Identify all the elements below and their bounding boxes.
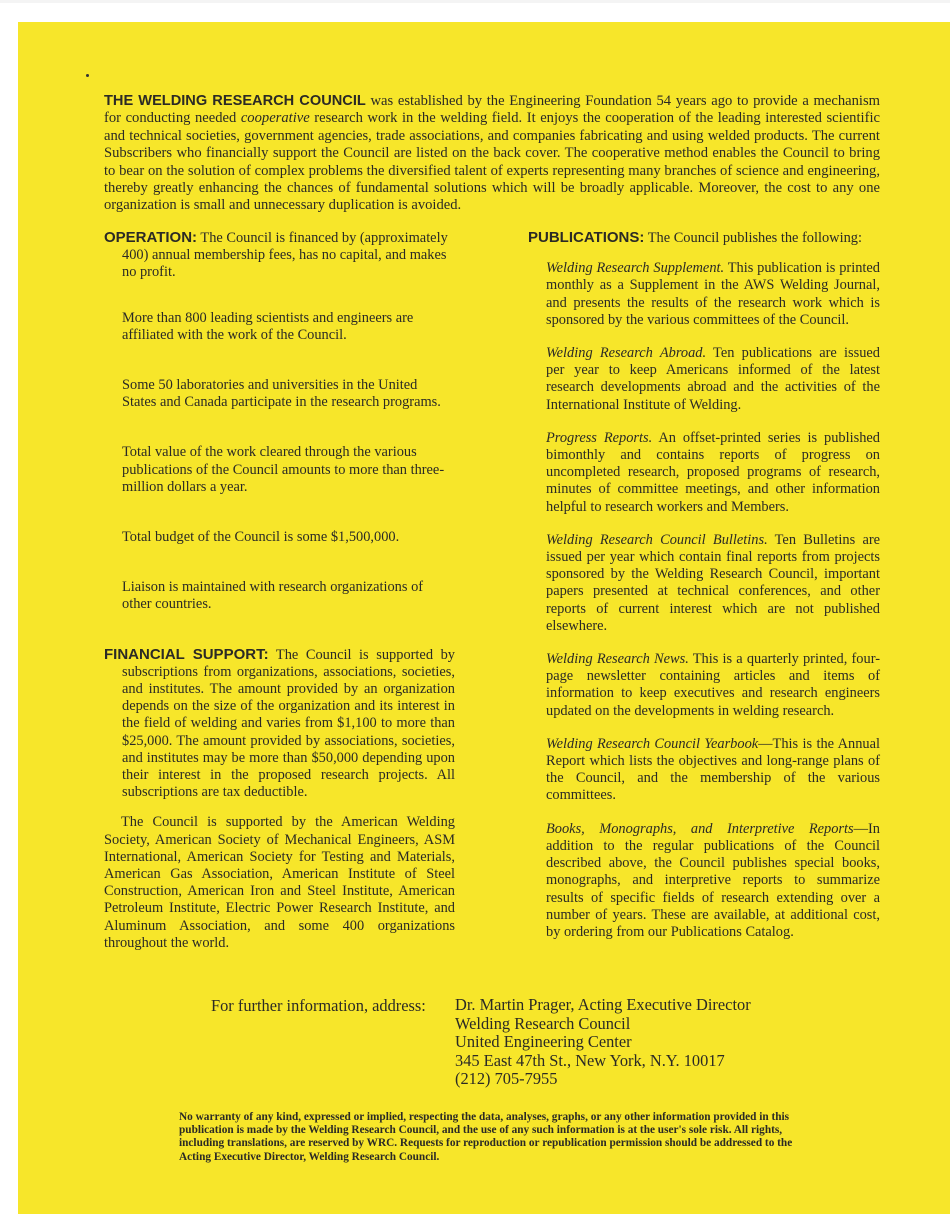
address-line: Dr. Martin Prager, Acting Executive Director bbox=[455, 995, 751, 1014]
publications-lead: The Council publishes the following: bbox=[644, 230, 862, 246]
intro-text-2: research work in the welding field. It enjoys the cooperation of the leading interested scientific and technical societies, government agencies, trade associations, and companies fabricating and using welded products. The current Subscribers who financially support the Council are listed on the back cover. The cooperative method enables the Council to bring to bear on the solution of complex problems the diversified talent of experts representing many branches of science and engineering, thereby greatly enhancing the chances of fundamental solutions which will be broadly applicable. Moreover, the cost to any one organization is small and unnecessary duplication is avoided. bbox=[104, 110, 880, 214]
operation-item: Total value of the work cleared through the various publications of the Council amounts to more than three-million dollars a year. bbox=[122, 444, 445, 495]
publication-title: Books, Monographs, and Interpretive Reports bbox=[546, 820, 854, 837]
publication-desc: This is a quarterly printed, four-page newsletter containing articles and items of information to keep executives and research engineers updated on the developments in welding research. bbox=[546, 651, 880, 719]
publication-item bbox=[546, 260, 880, 329]
publication-item bbox=[546, 651, 880, 720]
operation-item: Total budget of the Council is some $1,500,000. bbox=[122, 529, 400, 546]
operation-section bbox=[104, 229, 455, 282]
contact-label: For further information, address: bbox=[211, 996, 426, 1015]
financial-supporters: The Council is supported by the American Welding Society, American Society of Mechanical Engineers, ASM International, American Society for Testing and Materials, American Gas Association, American Institute of Steel Construction, American Iron and Steel Institute, American Petroleum Institute, Electric Power Research Institute, and Aluminum Association, and some 400 organizations throughout the world. bbox=[104, 814, 455, 951]
publication-item bbox=[546, 821, 880, 941]
publication-item bbox=[546, 532, 880, 635]
right-column bbox=[528, 229, 880, 941]
contact-address bbox=[455, 996, 751, 1089]
left-column bbox=[104, 229, 455, 952]
publication-title: Progress Reports. bbox=[546, 429, 653, 446]
publication-desc: —This is the Annual Report which lists the objectives and long-range plans of the Council, and the membership of the various committees. bbox=[546, 735, 880, 804]
publication-desc: Ten publications are issued per year to keep Americans informed of the latest research developments abroad and the activities of the International Institute of Welding. bbox=[546, 345, 880, 413]
publication-title: Welding Research Supplement. bbox=[546, 260, 725, 277]
publication-item bbox=[546, 736, 880, 805]
council-name-heading: THE WELDING RESEARCH COUNCIL bbox=[104, 93, 366, 109]
address-line: United Engineering Center bbox=[455, 1032, 632, 1052]
publication-title: Welding Research Council Bulletins. bbox=[546, 531, 768, 548]
speck-mark bbox=[86, 74, 89, 77]
financial-lead: The Council is supported by subscriptions from organizations, associations, societies, and institutes. The amount provided by an organization depends on the size of the organization and its interest in the field of welding and varies from $1,100 to more than $25,000. The amount provided by associations, societies, and institutes may be more than $50,000 depending upon their interest in the proposed research projects. All subscriptions are tax deductible. bbox=[122, 646, 456, 801]
publication-item bbox=[546, 345, 880, 414]
intro-paragraph bbox=[104, 93, 880, 215]
address-line: 345 East 47th St., New York, N.Y. 10017 bbox=[455, 1050, 725, 1070]
financial-heading: FINANCIAL SUPPORT: bbox=[104, 645, 269, 663]
operation-heading: OPERATION: bbox=[104, 229, 198, 246]
publication-item bbox=[546, 430, 880, 516]
publication-desc: An offset-printed series is published bimonthly and contains reports of progress on uncompleted research, proposed programs of research, minutes of committee meetings, and other information helpful to research workers and Members. bbox=[546, 429, 880, 515]
publication-title: Welding Research Abroad. bbox=[546, 345, 707, 362]
address-line: Welding Research Council bbox=[455, 1013, 631, 1033]
publications-section bbox=[528, 229, 880, 247]
operation-item: More than 800 leading scientists and engineers are affiliated with the work of the Council. bbox=[122, 309, 414, 343]
operation-item: Some 50 laboratories and universities in the United States and Canada participate in the research programs. bbox=[122, 377, 441, 411]
intro-emphasis: cooperative bbox=[240, 110, 310, 127]
intro-text-1: was established by the Engineering Foundation 54 years ago to provide a mechanism for conducting needed bbox=[104, 93, 880, 127]
publications-heading: PUBLICATIONS: bbox=[528, 229, 645, 246]
disclaimer-text: No warranty of any kind, expressed or implied, respecting the data, analyses, graphs, or any other information provided in this publication is made by the Welding Research Council, and the use of any such information is at the user's sole risk. All rights, including translations, are reserved by WRC. Requests for reproduction or republication permission should be addressed to the Acting Executive Director, Welding Research Council. bbox=[179, 1111, 793, 1163]
publication-desc: This publication is printed monthly as a Supplement in the AWS Welding Journal, and presents the results of the research work which is sponsored by the various committees of the Council. bbox=[546, 260, 880, 328]
scan-top-edge bbox=[0, 0, 950, 3]
operation-item: Liaison is maintained with research organizations of other countries. bbox=[122, 579, 424, 613]
publication-desc: —In addition to the regular publications of the Council described above, the Council publishes special books, monographs, and interpretive reports to summarize results of specific fields of research extending over a number of years. These are available, at additional cost, by ordering from our Publications Catalog. bbox=[546, 820, 880, 940]
financial-section bbox=[104, 646, 455, 802]
address-line: (212) 705-7955 bbox=[455, 1069, 558, 1089]
publication-title: Welding Research Council Yearbook bbox=[546, 735, 759, 752]
publication-title: Welding Research News. bbox=[546, 651, 689, 668]
operation-lead: The Council is financed by (approximately 400) annual membership fees, has no capital, and makes no profit. bbox=[122, 230, 448, 281]
publication-desc: Ten Bulletins are issued per year which contain final reports from projects sponsored by the Welding Research Council, important papers presented at technical conferences, and other reports of current interest which are not published elsewhere. bbox=[546, 531, 881, 634]
